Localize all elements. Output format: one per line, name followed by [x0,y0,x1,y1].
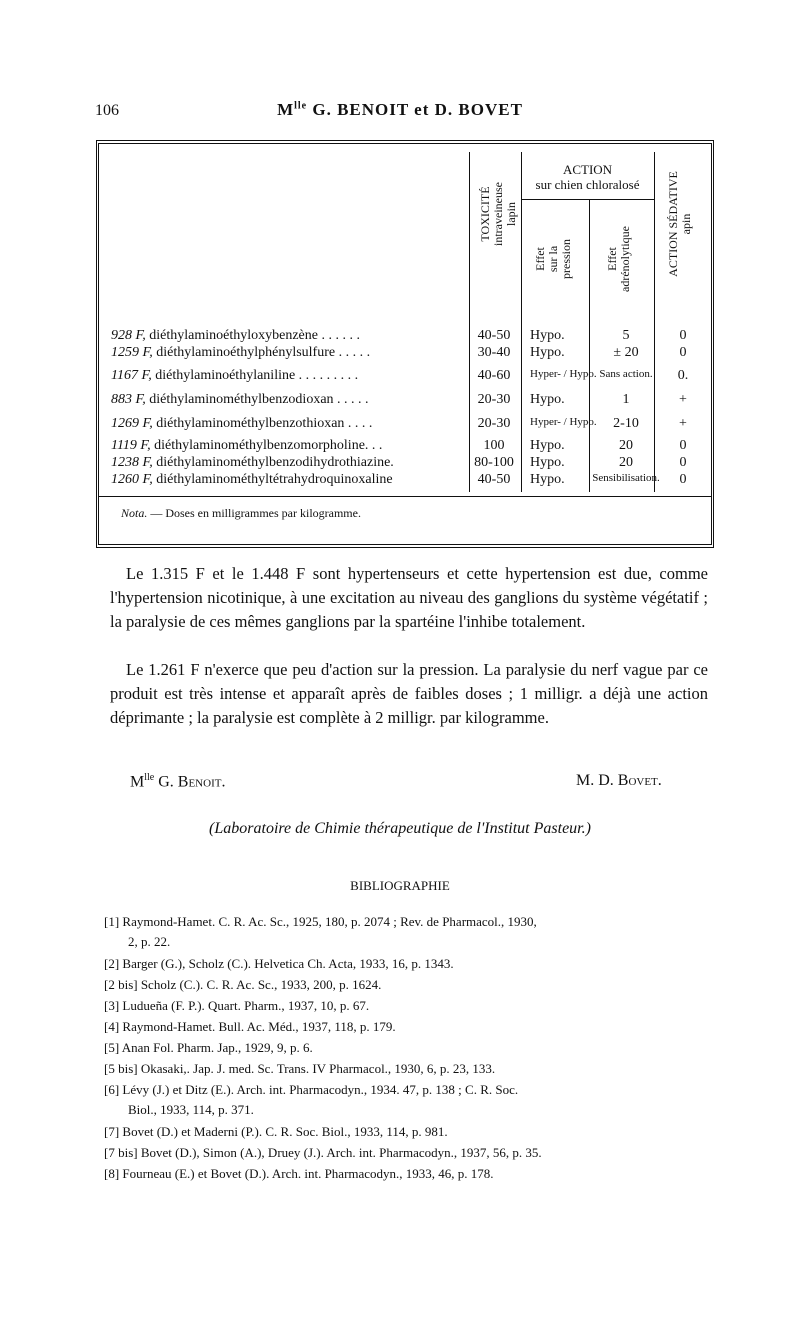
paragraph-2: Le 1.261 F n'exerce que peu d'action sur la pression. La paralysie du nerf vague par ce produit est très intense et apparaît après de faibles doses ; 1 milligr. a déjà une action déprimante ; la paralysie est complète à 2 milligr. par kilogramme. [110,660,708,727]
cell-toxicity: 20-30 [477,416,511,431]
reference-item: Biol., 1933, 114, p. 371. [128,1102,254,1117]
signature-left [130,772,225,791]
page-number: 106 [95,102,119,119]
table-row [99,438,711,456]
authors-rest: G. BENOIT et D. BOVET [307,100,523,119]
col-header-pressure-line2: sur la [546,245,560,273]
signature-left-sup: lle [144,772,155,783]
col-header-pressure [534,209,573,309]
cell-adrenolytic: 1 [622,392,630,407]
col-header-adrenolytic-line2: adrénolytique [618,226,632,292]
reference-item: 2, p. 22. [128,934,171,949]
col-header-toxicity-line3: lapin [504,202,518,226]
cell-adrenolytic: ± 20 [613,345,639,360]
reference-item: [5] Anan Fol. Pharm. Jap., 1929, 9, p. 6. [104,1040,313,1055]
authors-prefix: M [277,100,295,119]
col-header-adrenolytic [606,209,632,309]
table-note-label: Nota. [121,506,148,520]
cell-sedative: 0 [679,345,687,360]
table-rule [99,496,711,497]
compound-code: 1269 F, [111,416,153,431]
compound-label: diéthylaminométhylbenzodihydrothiazine. [152,455,394,470]
cell-sedative: + [679,392,687,407]
reference-item: [7] Bovet (D.) et Maderni (P.). C. R. Soc. Biol., 1933, 114, p. 981. [104,1124,448,1139]
cell-pressure: Hypo. [530,328,565,343]
table-row [99,345,711,363]
reference-item: [1] Raymond-Hamet. C. R. Ac. Sc., 1925, 180, p. 2074 ; Rev. de Pharmacol., 1930, [104,914,537,929]
compound-name [111,438,382,454]
cell-pressure: Hypo. [530,345,565,360]
bibliography-heading: BIBLIOGRAPHIE [350,878,450,893]
col-header-pressure-line1: Effet [533,247,547,271]
signature-left-prefix: M [130,773,145,791]
compound-name [111,328,360,344]
cell-pressure: Hypo. [530,455,565,470]
cell-adrenolytic: Sans action. [599,368,653,380]
cell-toxicity: 30-40 [477,345,511,360]
col-header-toxicity [479,154,518,274]
compound-label: diéthylaminométhyltétrahydroquinoxaline [152,472,393,487]
table-note-text: — Doses en milligrammes par kilogramme. [147,506,361,520]
compound-name [111,345,370,361]
col-header-sedative [667,159,693,289]
compound-name [111,455,394,471]
cell-adrenolytic: 20 [619,438,633,453]
cell-pressure: Hypo. [530,392,565,407]
compound-code: 1260 F, [111,472,153,487]
compound-label: diéthylaminométhylbenzodioxan . . . . . [145,392,369,407]
reference-item: [5 bis] Okasaki,. Jap. J. med. Sc. Trans. IV Pharmacol., 1930, 6, p. 23, 133. [104,1061,496,1076]
col-header-action [521,162,654,192]
results-table [96,140,714,548]
cell-toxicity: 40-60 [477,368,511,383]
cell-sedative: 0. [677,368,689,383]
col-header-pressure-line3: pression [559,239,573,279]
cell-sedative: 0 [679,455,687,470]
compound-code: 883 F, [111,392,146,407]
compound-code: 1119 F, [111,438,151,453]
col-header-toxicity-line2: intraveineuse [491,182,505,246]
table-row [99,455,711,473]
cell-adrenolytic: 2-10 [613,416,639,431]
cell-adrenolytic: 20 [619,455,633,470]
cell-toxicity: 40-50 [477,472,511,487]
compound-code: 1259 F, [111,345,153,360]
table-row [99,472,711,490]
compound-code: 1167 F, [111,368,152,383]
reference-item: [2] Barger (G.), Scholz (C.). Helvetica Ch. Acta, 1933, 16, p. 1343. [104,956,454,971]
cell-sedative: 0 [679,438,687,453]
cell-pressure: Hyper- / Hypo. [530,416,597,428]
authors-sup: lle [294,100,308,112]
col-header-adrenolytic-line1: Effet [605,247,619,271]
table-row [99,328,711,346]
reference-item: [3] Ludueña (F. P.). Quart. Pharm., 1937, 10, p. 67. [104,998,370,1013]
cell-sedative: + [679,416,687,431]
signature-left-name: G. Benoit. [154,773,226,791]
compound-code: 928 F, [111,328,146,343]
compound-code: 1238 F, [111,455,153,470]
running-header [0,100,800,120]
table-row [99,368,711,386]
cell-toxicity: 100 [483,438,505,453]
col-header-sedative-line1: ACTION SÉDATIVE [666,171,680,277]
reference-item: [2 bis] Scholz (C.). C. R. Ac. Sc., 1933, 200, p. 1624. [104,977,382,992]
reference-item: [7 bis] Bovet (D.), Simon (A.), Druey (J.). Arch. int. Pharmacodyn., 1937, 56, p. 35. [104,1145,542,1160]
reference-item: [6] Lévy (J.) et Ditz (E.). Arch. int. Pharmacodyn., 1934. 47, p. 138 ; C. R. Soc. [104,1082,519,1097]
table-rule [521,199,654,200]
compound-name [111,368,358,384]
cell-adrenolytic: Sensibilisation. [592,472,660,484]
col-header-action-line1: ACTION [562,162,613,177]
compound-label: diéthylaminoéthyloxybenzène . . . . . . [145,328,360,343]
cell-toxicity: 20-30 [477,392,511,407]
signature-right: M. D. Bovet. [576,772,662,789]
compound-label: diéthylaminométhylbenzothioxan . . . . [152,416,373,431]
laboratory-line: (Laboratoire de Chimie thérapeutique de l'Institut Pasteur.) [209,820,591,837]
cell-sedative: 0 [679,472,687,487]
cell-adrenolytic: 5 [622,328,630,343]
cell-toxicity: 80-100 [474,455,514,470]
compound-name [111,472,393,488]
paragraph-1: Le 1.315 F et le 1.448 F sont hypertenseurs et cette hypertension est due, comme l'hypertension nicotinique, à une excitation au niveau des ganglions du système végétatif ; la paralysie de ces mêmes ganglions par la spartéine l'inhibe totalement. [110,564,708,631]
cell-pressure: Hypo. [530,472,565,487]
cell-pressure: Hyper- / Hypo. [530,368,597,380]
col-header-action-line2: sur chien chloralosé [535,177,640,192]
compound-name [111,416,372,432]
cell-toxicity: 40-50 [477,328,511,343]
table-row [99,416,711,434]
compound-label: diéthylaminoéthylphénylsulfure . . . . . [152,345,371,360]
col-header-toxicity-line1: TOXICITÉ [478,186,492,242]
table-row [99,392,711,410]
compound-label: diéthylaminométhylbenzomorpholine. . . [150,438,383,453]
reference-item: [8] Fourneau (E.) et Bovet (D.). Arch. int. Pharmacodyn., 1933, 46, p. 178. [104,1166,494,1181]
col-header-sedative-line2: apin [679,213,693,235]
cell-sedative: 0 [679,328,687,343]
compound-label: diéthylaminoéthylaniline . . . . . . . . . [151,368,359,383]
table-note [121,506,361,521]
cell-pressure: Hypo. [530,438,565,453]
reference-item: [4] Raymond-Hamet. Bull. Ac. Méd., 1937, 118, p. 179. [104,1019,396,1034]
compound-name [111,392,369,408]
